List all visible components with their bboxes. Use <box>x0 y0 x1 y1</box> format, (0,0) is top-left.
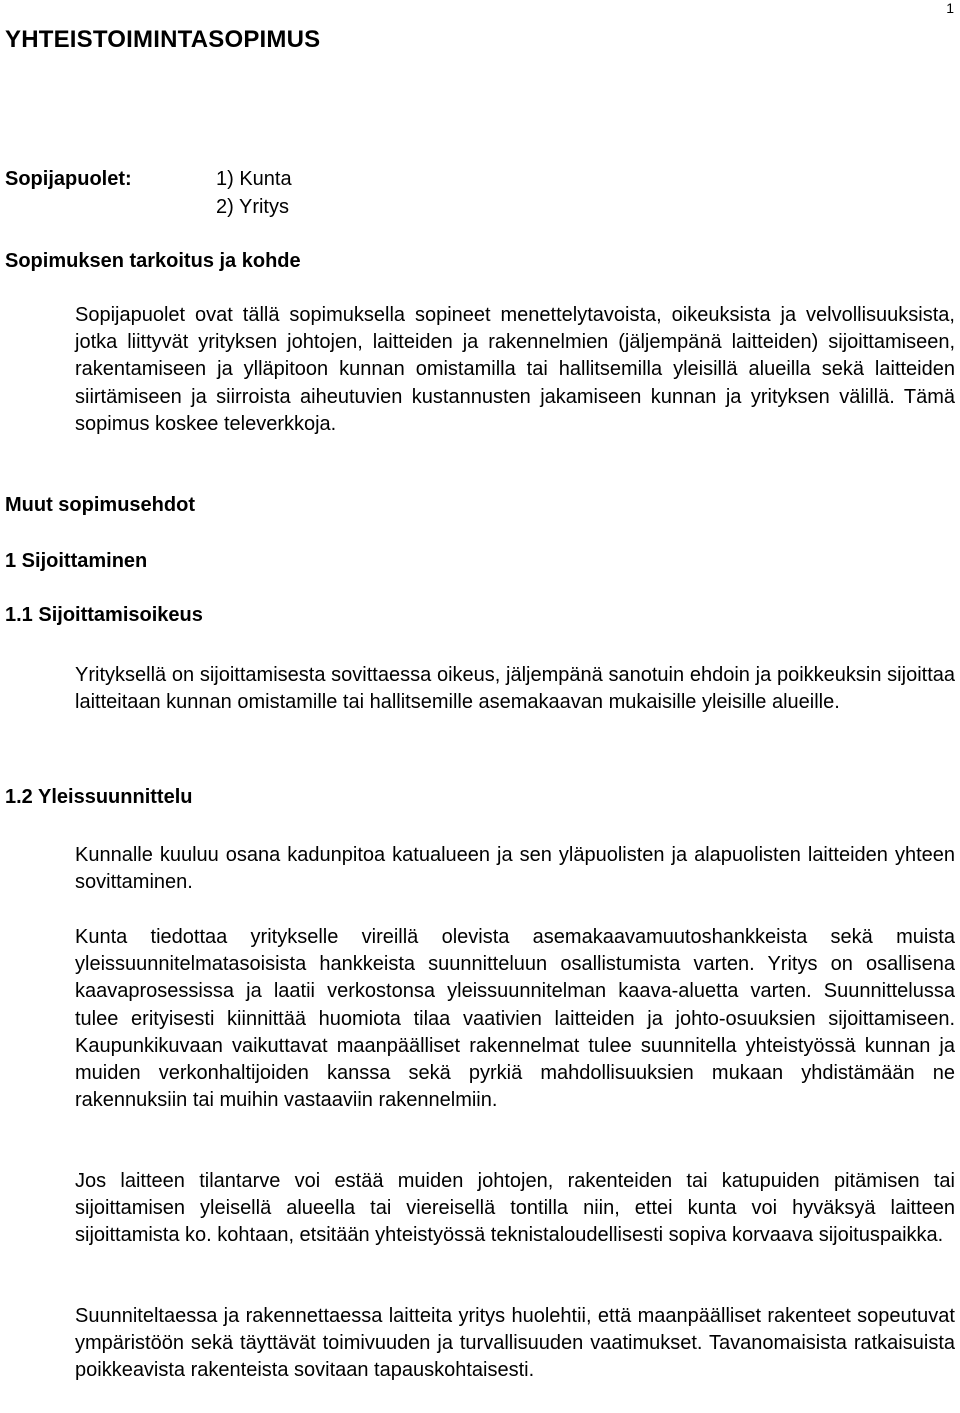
party-2: 2) Yritys <box>216 196 289 218</box>
paragraph-1-2-a: Kunnalle kuuluu osana kadunpitoa katualueen ja sen yläpuolisten ja alapuolisten laitteiden yhteen sovittaminen. <box>75 844 955 894</box>
section-heading-placement: 1 Sijoittaminen <box>5 550 148 572</box>
section-heading-purpose: Sopimuksen tarkoitus ja kohde <box>5 250 301 272</box>
section-heading-other-terms: Muut sopimusehdot <box>5 494 195 516</box>
paragraph-1-2-c: Jos laitteen tilantarve voi estää muiden johtojen, rakenteiden tai katupuiden pitämisen tai sijoittamisen yleisellä alueella tai viereisellä tontilla niin, ettei kunta voi hyväksyä laitteen sijoittamista ko. kohtaan, etsitään yhteistyössä teknistaloudellisesti sopiva korvaava sijoituspaikka. <box>75 1170 955 1247</box>
page-number: 1 <box>946 0 954 16</box>
parties-label: Sopijapuolet: <box>5 168 132 190</box>
paragraph-1-1: Yrityksellä on sijoittamisesta sovittaessa oikeus, jäljempänä sanotuin ehdoin ja poikkeuksin sijoittaa laitteitaan kunnan omistamille tai hallitsemille asemakaavan mukaisille yleisille alueille. <box>75 664 955 714</box>
paragraph-purpose: Sopijapuolet ovat tällä sopimuksella sopineet menettelytavoista, oikeuksista ja velvollisuuksista, jotka liittyvät yrityksen johtojen, laitteiden ja rakennelmien (jäljempänä laitteiden) sijoittamiseen, rakentamiseen ja ylläpitoon kunnan omistamilla tai hallitsemilla yleisillä alueilla sekä laitteiden siirtämiseen ja siirroista aiheutuvien kustannusten jakamiseen kunnan ja yrityksen välillä. Tämä sopimus koskee televerkkoja. <box>75 304 955 435</box>
paragraph-1-2-b: Kunta tiedottaa yritykselle vireillä olevista asemakaavamuutoshankkeista sekä muista yleissuunnitelmatasoisista hankkeista suunnitteluun osallistumista varten. Yritys on osallisena kaavaprosessissa ja laatii verkostonsa yleissuunnitelman kaava-aluetta varten. Suunnittelussa tulee erityisesti kiinnittää huomiota tilaa vaativien laitteiden ja johto-osuuksien sijoittamiseen. Kaupunkikuvaan vaikuttavat maanpäälliset rakennelmat tulee suunnitella yhteistyössä kunnan ja muiden verkonhaltijoiden kanssa sekä pyrkiä mahdollisuuksien mukaan yhdistämään ne rakennuksiin tai muihin vastaaviin rakennelmiin. <box>75 926 955 1112</box>
subsection-heading-1-2: 1.2 Yleissuunnittelu <box>5 786 193 808</box>
document-title: YHTEISTOIMINTASOPIMUS <box>5 26 321 53</box>
party-1: 1) Kunta <box>216 168 292 190</box>
subsection-heading-1-1: 1.1 Sijoittamisoikeus <box>5 604 203 626</box>
paragraph-1-2-d: Suunniteltaessa ja rakennettaessa laitteita yritys huolehtii, että maanpäälliset rakenteet sopeutuvat ympäristöön sekä täyttävät toimivuuden ja turvallisuuden vaatimukset. Tavanomaisista ratkaisuista poikkeavista rakenteista sovitaan tapauskohtaisesti. <box>75 1305 955 1382</box>
